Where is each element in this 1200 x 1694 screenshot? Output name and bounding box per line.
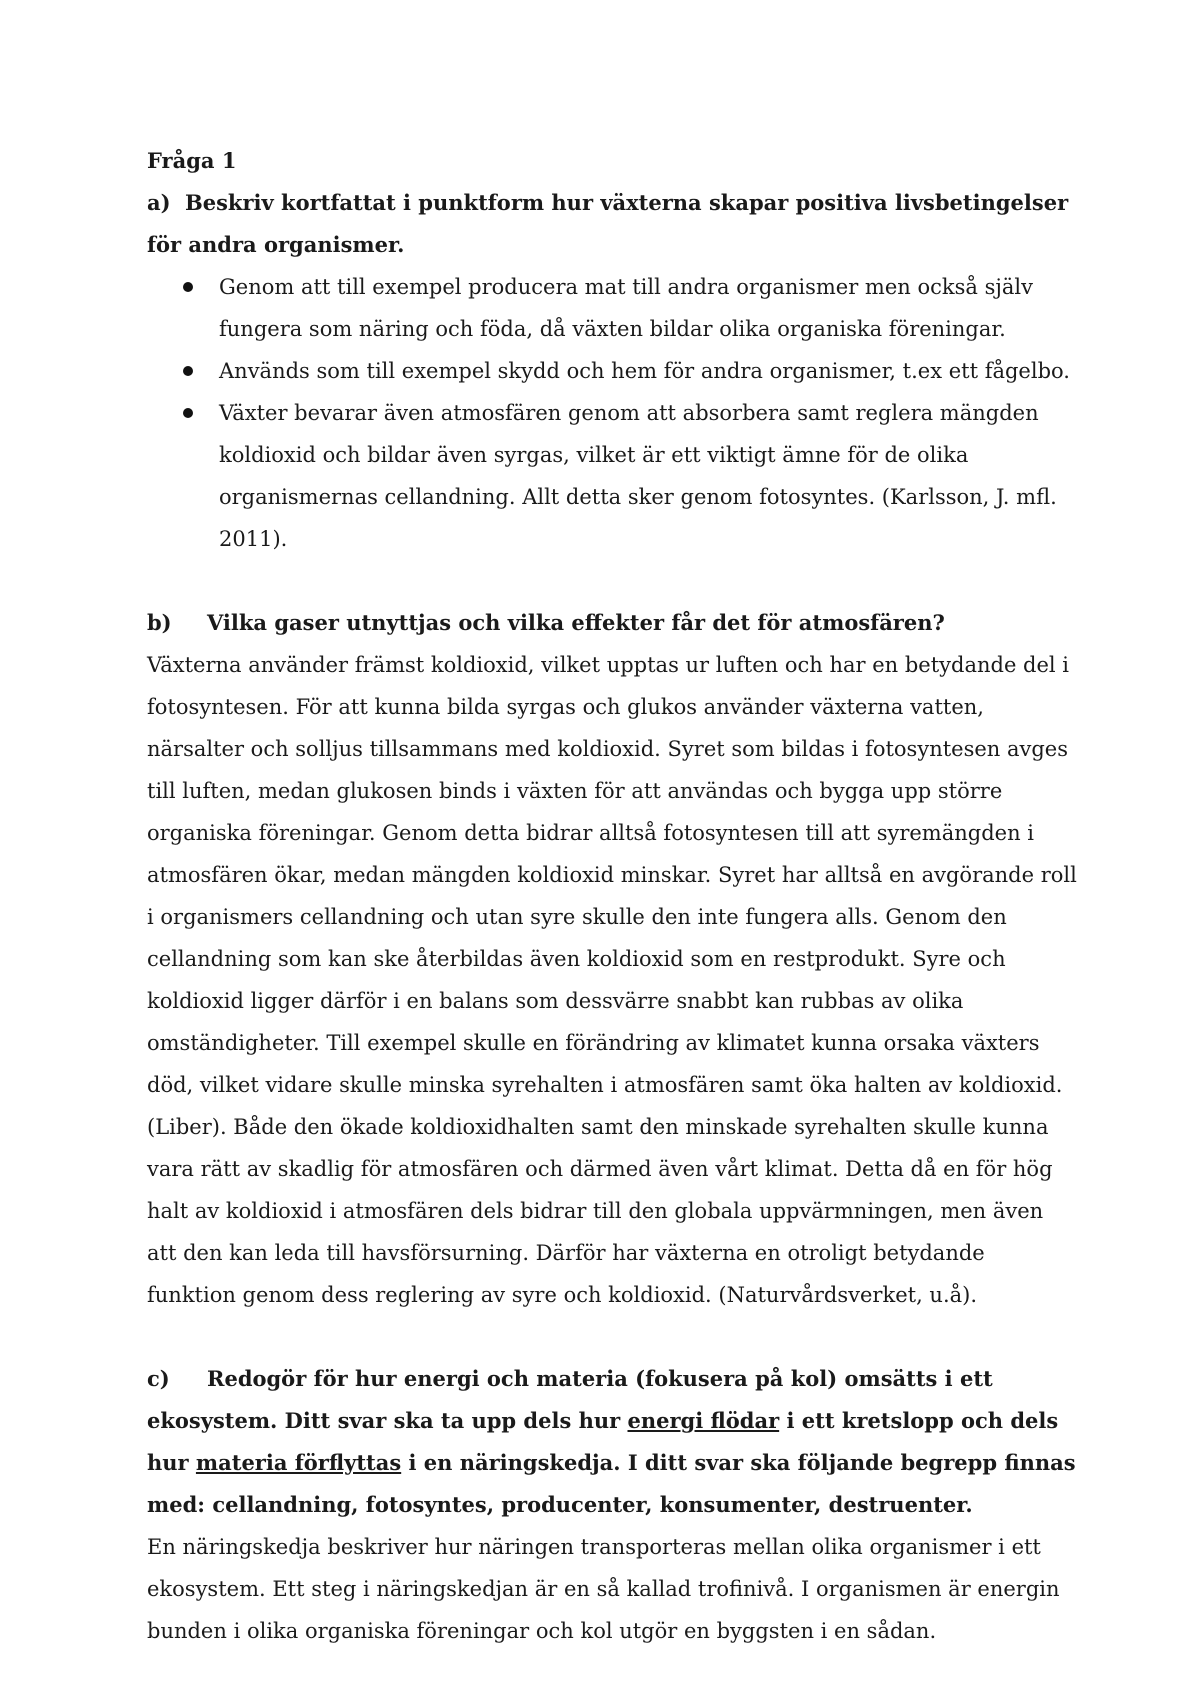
bullet-icon [183, 366, 193, 376]
question-b-text: Vilka gaser utnyttjas och vilka effekter får det för atmosfären? [207, 610, 945, 635]
question-a [147, 182, 1077, 266]
list-item-text: Växter bevarar även atmosfären genom att absorbera samt reglera mängden koldioxid och bildar även syrgas, vilket är ett viktigt ämne för de olika organismernas cellandning. Allt detta sker genom fotosyntes. (Karlsson, J. mfl. 2011). [219, 401, 1057, 551]
list-item [219, 350, 1077, 392]
question-c-underline-energy: energi flödar [627, 1408, 780, 1433]
question-b [147, 602, 1077, 644]
question-a-letter: a) [147, 190, 171, 215]
list-item [219, 266, 1077, 350]
question-c-text-1: Redogör för hur energi och materia (fokusera på kol) omsätts i ett ekosystem. Ditt svar ska ta upp dels hur [147, 1366, 993, 1433]
answer-a-list [147, 266, 1077, 560]
list-item-text: Genom att till exempel producera mat till andra organismer men också själv fungera som näring och föda, då växten bildar olika organiska föreningar. [219, 275, 1033, 341]
question-a-text: Beskriv kortfattat i punktform hur växterna skapar positiva livsbetingelser för andra organismer. [147, 190, 1069, 257]
bullet-icon [183, 282, 193, 292]
question-b-letter: b) [147, 610, 172, 635]
question-c-letter: c) [147, 1366, 170, 1391]
answer-c-paragraph: En näringskedja beskriver hur näringen transporteras mellan olika organismer i ett ekosystem. Ett steg i näringskedjan är en så kallad trofinivå. I organismen är energin bunden i olika organiska föreningar och kol utgör en byggsten i en sådan. [147, 1535, 1060, 1643]
document-title: Fråga 1 [147, 148, 237, 173]
bullet-icon [183, 408, 193, 418]
question-c-underline-materia: materia förflyttas [195, 1450, 402, 1475]
list-item-text: Används som till exempel skydd och hem för andra organismer, t.ex ett fågelbo. [219, 359, 1070, 383]
document-page [147, 140, 1077, 1652]
answer-b-paragraph: Växterna använder främst koldioxid, vilket upptas ur luften och har en betydande del i fotosyntesen. För att kunna bilda syrgas och glukos använder växterna vatten, närsalter och solljus tillsammans med koldioxid. Syret som bildas i fotosyntesen avges till luften, medan glukosen binds i växten för att användas och bygga upp större organiska föreningar. Genom detta bidrar alltså fotosyntesen till att syremängden i atmosfären ökar, medan mängden koldioxid minskar. Syret har alltså en avgörande roll i organismers cellandning och utan syre skulle den inte fungera alls. Genom den cellandning som kan ske återbildas även koldioxid som en restprodukt. Syre och koldioxid ligger därför i en balans som dessvärre snabbt kan rubbas av olika omständigheter. Till exempel skulle en förändring av klimatet kunna orsaka växters död, vilket vidare skulle minska syrehalten i atmosfären samt öka halten av koldioxid. (Liber). Både den ökade koldioxidhalten samt den minskade syrehalten skulle kunna vara rätt av skadlig för atmosfären och därmed även vårt klimat. Detta då en för hög halt av koldioxid i atmosfären dels bidrar till den globala uppvärmningen, men även att den kan leda till havsförsurning. Därför har växterna en otroligt betydande funktion genom dess reglering av syre och koldioxid. (Naturvårdsverket, u.å). [147, 653, 1077, 1307]
question-c-text-3: i en näringskedja. I ditt svar ska följande begrepp finnas med: cellandning, fotosyntes, producenter, konsumenter, destruenter. [147, 1450, 1076, 1517]
list-item [219, 392, 1077, 560]
question-c [147, 1358, 1077, 1526]
question-c-text-2: i ett kretslopp och dels hur [147, 1408, 1059, 1475]
